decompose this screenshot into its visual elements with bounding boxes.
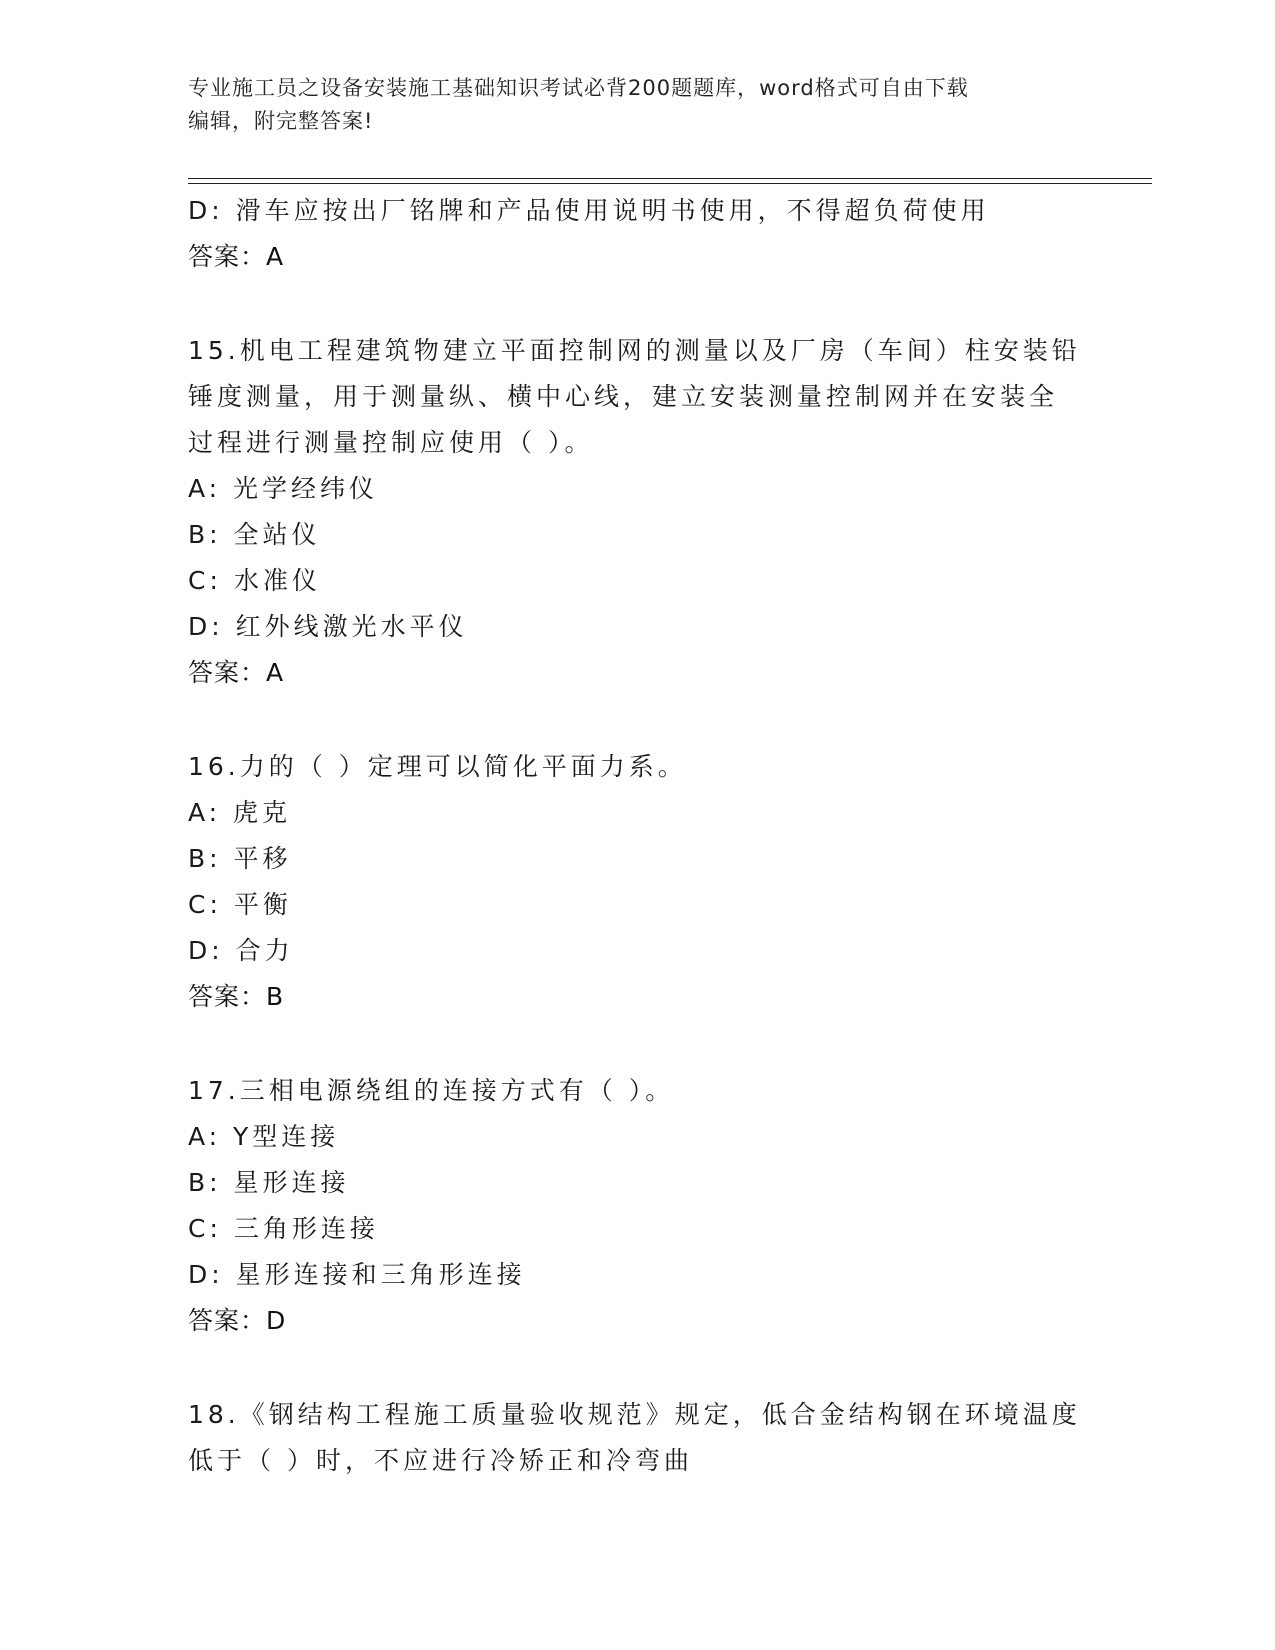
option-a: A: Y型连接 bbox=[188, 1122, 340, 1151]
question-18 bbox=[188, 1392, 1088, 1484]
option-d: D: 星形连接和三角形连接 bbox=[188, 1260, 526, 1289]
answer-line: 答案：A bbox=[188, 242, 285, 271]
spacer bbox=[188, 696, 1088, 744]
option-d: D: 滑车应按出厂铭牌和产品使用说明书使用，不得超负荷使用 bbox=[188, 196, 990, 225]
spacer bbox=[188, 280, 1088, 328]
question-stem-line: 锤度测量，用于测量纵、横中心线，建立安装测量控制网并在安装全 bbox=[188, 382, 1059, 411]
option-c: C: 三角形连接 bbox=[188, 1214, 379, 1243]
question-stem-line: 15.机电工程建筑物建立平面控制网的测量以及厂房（车间）柱安装铅 bbox=[188, 336, 1081, 365]
question-15 bbox=[188, 328, 1088, 466]
spacer bbox=[188, 1020, 1088, 1068]
option-a: A: 光学经纬仪 bbox=[188, 474, 379, 503]
option-c: C: 水准仪 bbox=[188, 566, 321, 595]
header-title-line-2: 编辑，附完整答案! bbox=[188, 109, 374, 133]
answer-line: 答案：D bbox=[188, 1306, 287, 1335]
answer-line: 答案：B bbox=[188, 982, 285, 1011]
option-b: B: 平移 bbox=[188, 844, 292, 873]
answer-line: 答案：A bbox=[188, 658, 285, 687]
option-b: B: 星形连接 bbox=[188, 1168, 350, 1197]
header-title-line-1: 专业施工员之设备安装施工基础知识考试必背200题题库，word格式可自由下载 bbox=[188, 76, 969, 100]
header-divider-bottom bbox=[188, 183, 1152, 184]
option-d: D: 合力 bbox=[188, 936, 294, 965]
option-b: B: 全站仪 bbox=[188, 520, 321, 549]
question-stem-line: 18.《钢结构工程施工质量验收规范》规定，低合金结构钢在环境温度 bbox=[188, 1400, 1081, 1429]
question-stem-line: 16.力的（ ）定理可以简化平面力系。 bbox=[188, 752, 687, 781]
option-a: A: 虎克 bbox=[188, 798, 292, 827]
document-header bbox=[188, 72, 1068, 138]
question-stem-line: 17.三相电源绕组的连接方式有（ ）。 bbox=[188, 1076, 675, 1105]
header-divider-top bbox=[188, 178, 1152, 179]
question-stem-line: 过程进行测量控制应使用（ ）。 bbox=[188, 428, 594, 457]
option-d: D: 红外线激光水平仪 bbox=[188, 612, 468, 641]
question-stem-line: 低于（ ）时，不应进行冷矫正和冷弯曲 bbox=[188, 1446, 693, 1475]
question-17 bbox=[188, 1068, 1088, 1114]
question-16 bbox=[188, 744, 1088, 790]
option-c: C: 平衡 bbox=[188, 890, 292, 919]
question-content bbox=[188, 188, 1088, 1484]
spacer bbox=[188, 1344, 1088, 1392]
